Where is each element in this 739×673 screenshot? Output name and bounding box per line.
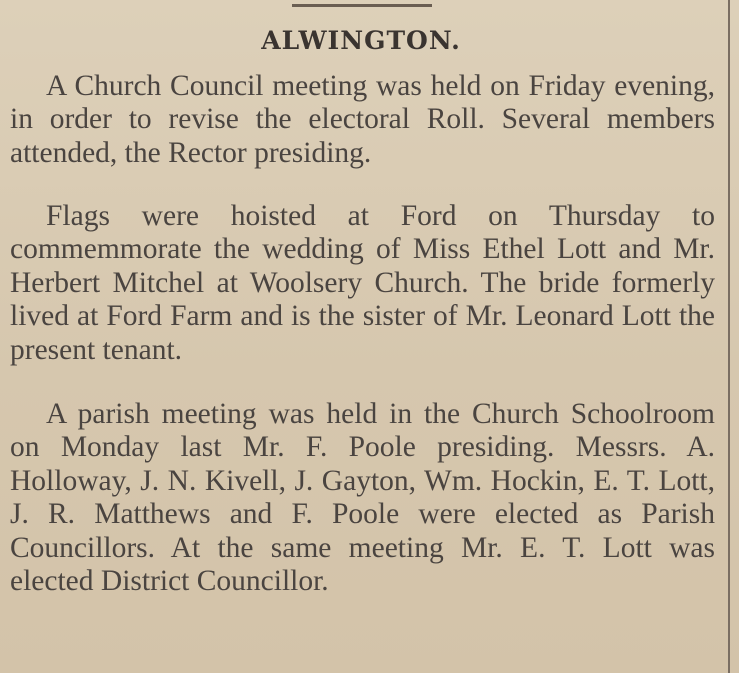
column-edge-rule xyxy=(728,0,730,673)
article-paragraph-3: A parish meeting was held in the Church Schoolroom on Monday last Mr. F. Poole presiding. Messrs. A. Holloway, J. N. Kivell, J. Gayton, Wm. Hockin, E. T. Lott, J. R. Matthews and F. Poole were elected as Parish Councillors. At the same meeting Mr. E. T. Lott was elected District Councillor. xyxy=(10,398,715,598)
article-paragraph-2: Flags were hoisted at Ford on Thursday to commemmorate the wedding of Miss Ethel Lott and Mr. Herbert Mitchel at Woolsery Church. The bride formerly lived at Ford Farm and is the sister of Mr. Leonard Lott the present tenant. xyxy=(10,200,715,366)
top-rule xyxy=(292,4,432,7)
article-paragraph-1: A Church Council meeting was held on Friday evening, in order to revise the electoral Roll. Several members attended, the Rector presiding. xyxy=(10,70,715,169)
article-headline: ALWINGTON. xyxy=(261,26,461,55)
